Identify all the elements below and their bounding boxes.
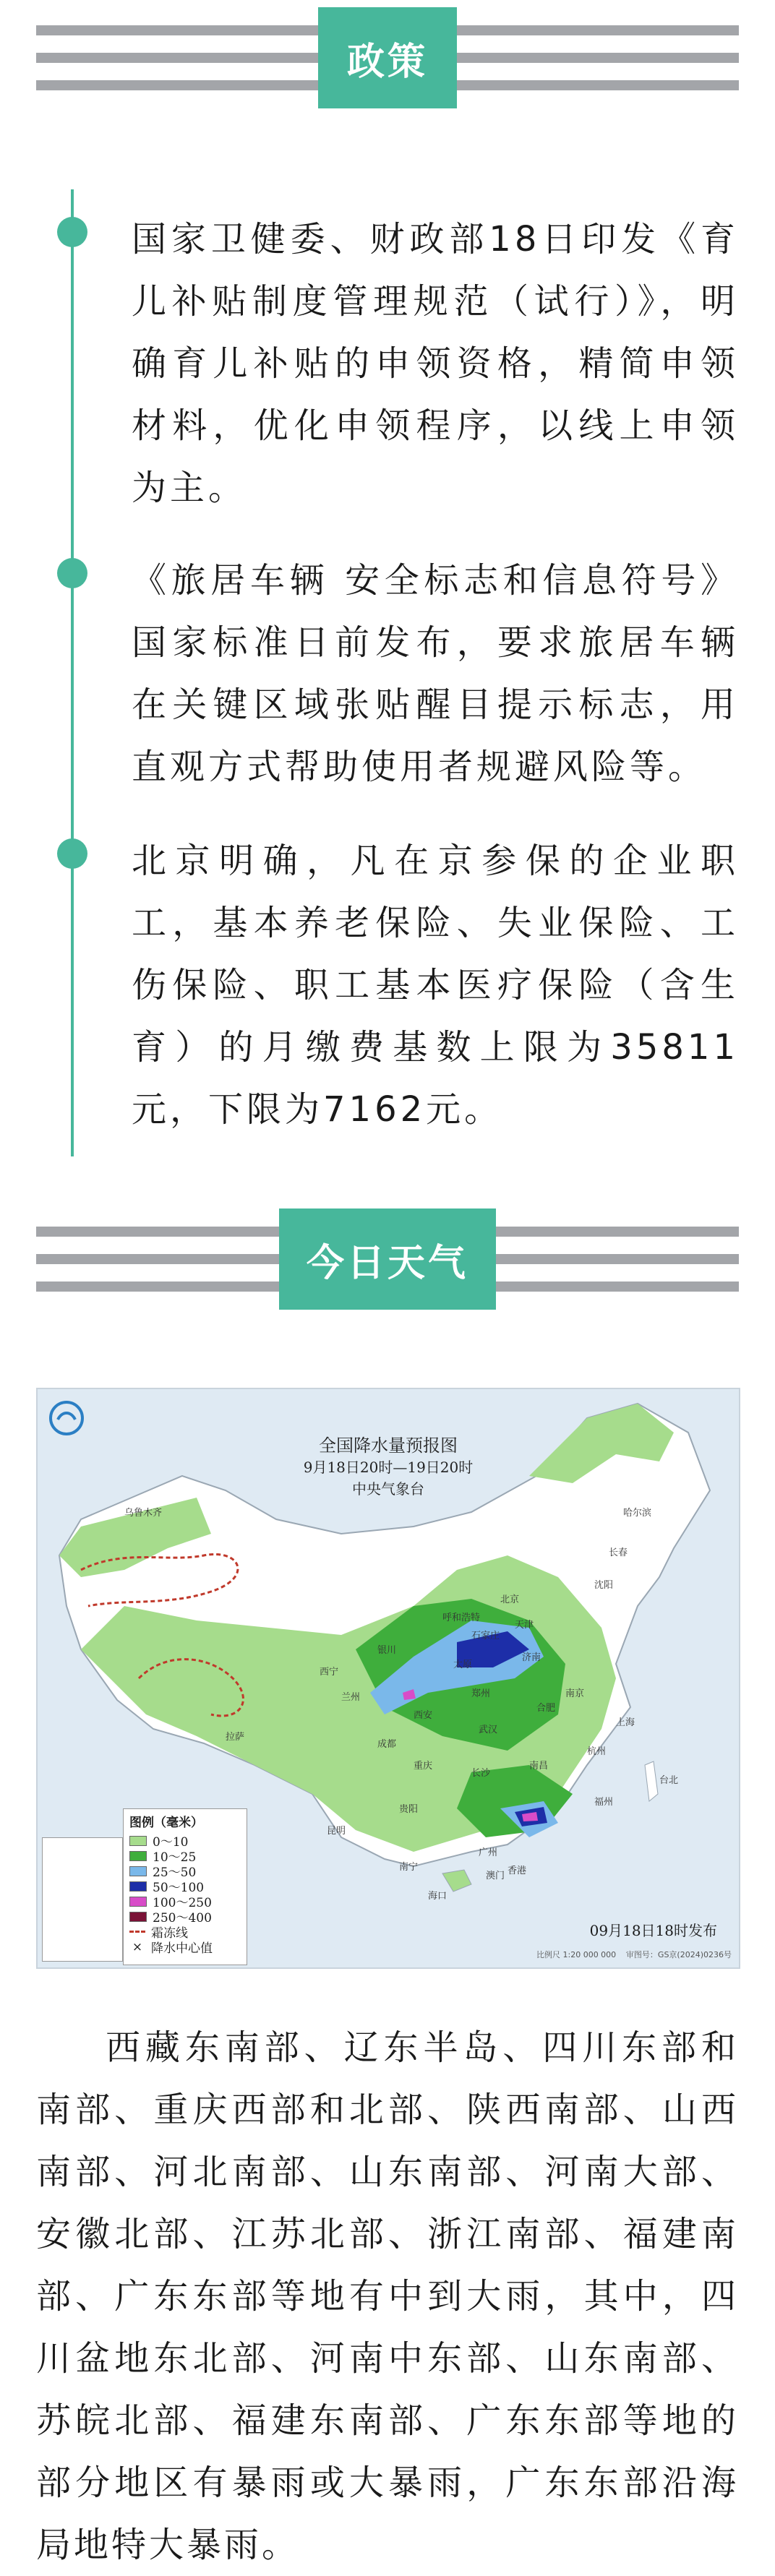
- legend-label: 0～10: [153, 1835, 189, 1850]
- issue-time: 09月18日18时发布: [589, 1922, 717, 1939]
- legend-swatch: [129, 1881, 147, 1892]
- legend-label: 10～25: [153, 1850, 197, 1865]
- timeline-line: [71, 189, 74, 1156]
- weather-forecast-text: 西藏东南部、辽东半岛、四川东部和南部、重庆西部和北部、陕西南部、山西南部、河北南部、山东南部、河南大部、安徽北部、江苏北部、浙江南部、福建南部、广东东部等地有中到大雨，其中，四川盆地东北部、河南中东部、山东南部、苏皖北部、福建东南部、广东东部等地的部分地区有暴雨或大暴雨，广东东部沿海局地特大暴雨。: [36, 2027, 739, 2565]
- city-label: 西安: [414, 1710, 433, 1721]
- legend-label: 降水中心值: [151, 1941, 213, 1956]
- city-label: 哈尔滨: [623, 1508, 652, 1519]
- map-agency: 中央气象台: [352, 1480, 424, 1498]
- map-review-number: 审图号：GS京(2024)0236号: [625, 1950, 732, 1959]
- cross-icon: ×: [132, 1939, 143, 1954]
- city-label: 银川: [377, 1645, 397, 1656]
- legend-swatch: [129, 1897, 147, 1907]
- legend-swatch: [129, 1866, 147, 1876]
- timeline-dot: [57, 838, 87, 869]
- legend-item: [129, 1848, 247, 1863]
- city-label: 成都: [377, 1739, 397, 1750]
- legend-item: [129, 1833, 247, 1848]
- city-label: 呼和浩特: [442, 1613, 481, 1623]
- city-label: 南宁: [399, 1862, 419, 1873]
- legend-swatch: [129, 1851, 147, 1861]
- legend-label: 100～250: [153, 1896, 212, 1910]
- frost-line-swatch: [129, 1931, 145, 1933]
- legend-item: [129, 1894, 247, 1909]
- city-label: 武汉: [479, 1725, 498, 1735]
- legend-swatch: [129, 1912, 147, 1922]
- city-label: 太原: [453, 1660, 473, 1670]
- city-label: 郑州: [471, 1688, 491, 1699]
- timeline-dot: [57, 558, 87, 588]
- city-label: 长沙: [471, 1768, 491, 1779]
- timeline-dot: [57, 217, 87, 247]
- city-label: 台北: [659, 1775, 679, 1786]
- legend-item: [129, 1909, 247, 1924]
- policy-item: 北京明确，凡在京参保的企业职工，基本养老保险、失业保险、工伤保险、职工基本医疗保险（含生育）的月缴费基数上限为35811元，下限为7162元。: [132, 841, 739, 1130]
- map-time-range: 9月18日20时—19日20时: [303, 1459, 474, 1476]
- legend-label: 250～400: [153, 1911, 212, 1925]
- city-label: 西宁: [320, 1667, 339, 1678]
- map-title: 全国降水量预报图: [319, 1435, 458, 1456]
- city-label: 香港: [508, 1866, 527, 1876]
- policy-item: 国家卫健委、财政部18日印发《育儿补贴制度管理规范（试行）》，明确育儿补贴的申领资格，精简申领材料，优化申领程序，以线上申领为主。: [132, 219, 739, 508]
- city-label: 北京: [500, 1594, 520, 1605]
- city-label: 南昌: [529, 1761, 549, 1772]
- city-label: 昆明: [327, 1826, 346, 1837]
- legend-item: [129, 1863, 247, 1879]
- legend-item: [129, 1879, 247, 1894]
- legend-label: 25～50: [153, 1866, 197, 1880]
- legend-item: [129, 1939, 247, 1954]
- cma-logo: [58, 1413, 75, 1420]
- city-label: 上海: [616, 1717, 635, 1728]
- legend-item: [129, 1924, 247, 1939]
- section-title: 政策: [318, 7, 457, 108]
- policy-item: 《旅居车辆 安全标志和信息符号》国家标准日前发布，要求旅居车辆在关键区域张贴醒目提示标志，用直观方式帮助使用者规避风险等。: [132, 560, 739, 787]
- city-label: 福州: [594, 1797, 614, 1808]
- cma-logo: [51, 1402, 82, 1434]
- city-label: 南京: [565, 1688, 585, 1699]
- south-china-sea-inset: [42, 1837, 123, 1962]
- taiwan-island: [645, 1761, 658, 1801]
- city-label: 乌鲁木齐: [124, 1508, 163, 1519]
- map-scale: 比例尺 1:20 000 000: [536, 1950, 617, 1959]
- city-label: 天津: [515, 1620, 534, 1631]
- map-legend: [123, 1808, 247, 1965]
- section-title: 今日天气: [279, 1208, 496, 1310]
- city-label: 贵阳: [399, 1804, 419, 1815]
- legend-swatch: [129, 1836, 147, 1846]
- city-label: 拉萨: [226, 1732, 245, 1743]
- legend-label: 50～100: [153, 1881, 205, 1895]
- city-label: 重庆: [414, 1761, 433, 1772]
- city-label: 杭州: [587, 1746, 607, 1757]
- policy-section-header: [0, 7, 775, 116]
- city-label: 石家庄: [471, 1631, 500, 1641]
- city-label: 海口: [428, 1891, 448, 1902]
- legend-title: 图例（毫米）: [129, 1816, 203, 1830]
- city-label: 合肥: [536, 1703, 556, 1714]
- city-label: 广州: [479, 1847, 498, 1858]
- weather-section-header: [0, 1208, 775, 1317]
- city-label: 澳门: [486, 1871, 505, 1881]
- city-label: 济南: [522, 1652, 541, 1663]
- city-label: 沈阳: [594, 1580, 614, 1591]
- city-label: 兰州: [341, 1692, 361, 1703]
- precipitation-map: [36, 1388, 740, 1969]
- legend-label: 霜冻线: [151, 1926, 188, 1941]
- city-label: 长春: [609, 1547, 628, 1558]
